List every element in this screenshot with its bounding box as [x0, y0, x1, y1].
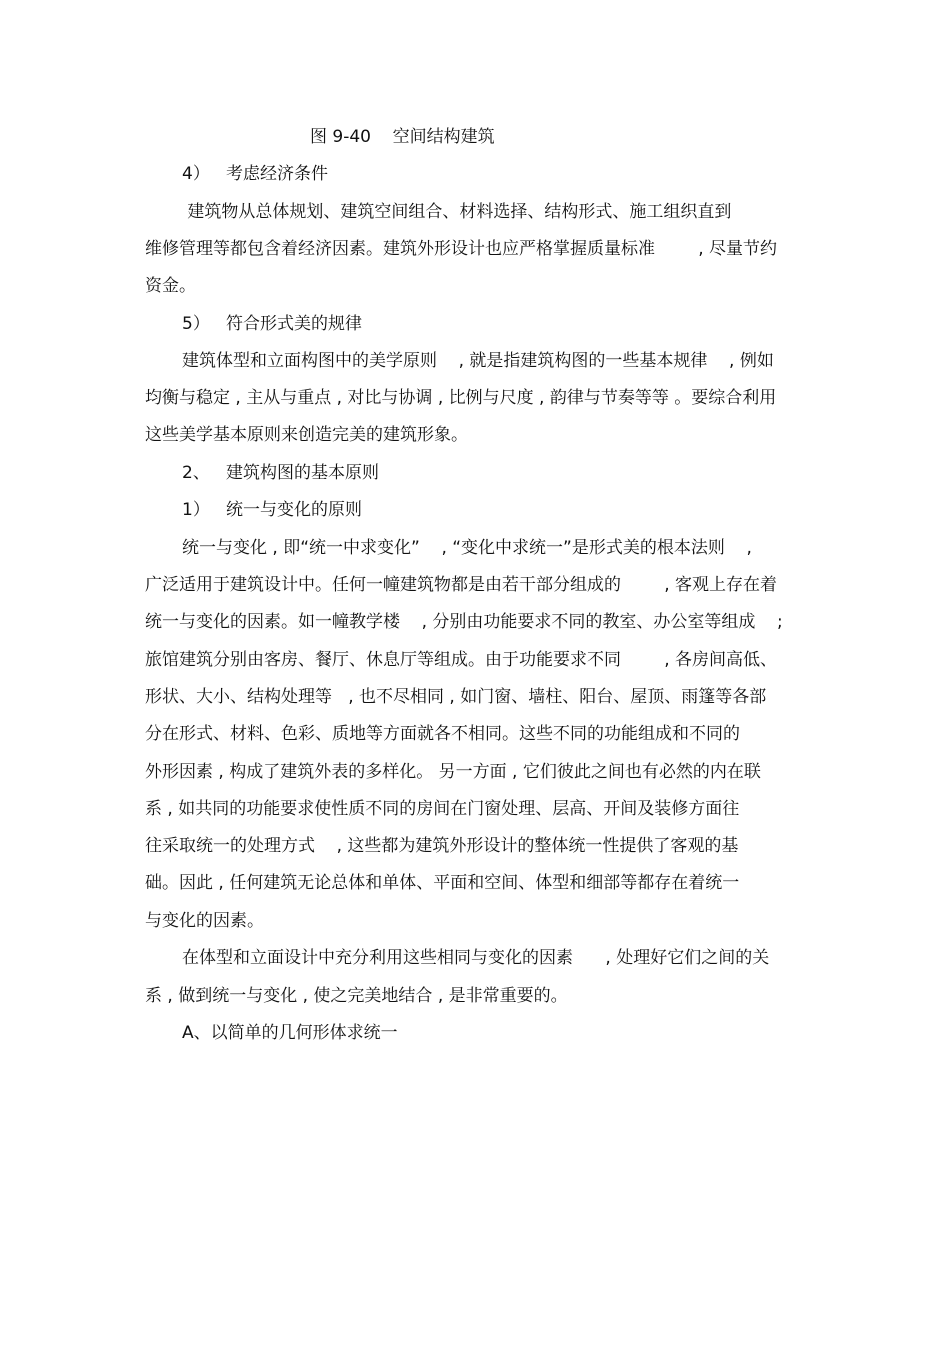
paragraph-line: 础。因此 , 任何建筑无论总体和单体、平面和空间、体型和细部等都存在着统一: [145, 873, 740, 893]
paragraph-line: 与变化的因素。: [145, 911, 264, 931]
paragraph-line: 统一与变化 , 即“统一中求变化” , “变化中求统一”是形式美的根本法则 ,: [182, 538, 752, 558]
paragraph-line: 统一与变化的因素。如一幢教学楼 , 分别由功能要求不同的教室、办公室等组成 ;: [145, 612, 783, 632]
paragraph-line: 均衡与稳定 , 主从与重点 , 对比与协调 , 比例与尺度 , 韵律与节奏等等 。要综合利用: [145, 388, 777, 408]
paragraph-line: 形状、大小、结构处理等 , 也不尽相同 , 如门窗、墙柱、阳台、屋顶、雨篷等各部: [145, 687, 767, 707]
subheading-economic-conditions: 4） 考虑经济条件: [182, 164, 329, 184]
paragraph-line: 旅馆建筑分别由客房、餐厅、休息厅等组成。由于功能要求不同 , 各房间高低、: [145, 650, 778, 670]
subheading-unity-variety: 1） 统一与变化的原则: [182, 500, 363, 520]
paragraph-line: 往采取统一的处理方式 , 这些都为建筑外形设计的整体统一性提供了客观的基: [145, 836, 739, 856]
paragraph-line: 系 , 如共同的功能要求使性质不同的房间在门窗处理、层高、开间及装修方面往: [145, 799, 740, 819]
paragraph-line: 外形因素 , 构成了建筑外表的多样化。 另一方面 , 它们彼此之间也有必然的内在联: [145, 762, 761, 782]
paragraph-line: 广泛适用于建筑设计中。任何一幢建筑物都是由若干部分组成的 , 客观上存在着: [145, 575, 778, 595]
subheading-formal-beauty: 5） 符合形式美的规律: [182, 314, 363, 334]
section-heading-composition-principles: 2、 建筑构图的基本原则: [182, 463, 380, 483]
paragraph-line: 维修管理等都包含着经济因素。建筑外形设计也应严格掌握质量标准 , 尽量节约: [145, 239, 778, 259]
paragraph-line: 分在形式、材料、色彩、质地等方面就各不相同。这些不同的功能组成和不同的: [145, 724, 740, 744]
paragraph-line: 系 , 做到统一与变化 , 使之完美地结合 , 是非常重要的。: [145, 986, 568, 1006]
subheading-simple-geometry: A、以简单的几何形体求统一: [182, 1023, 398, 1043]
paragraph-line: 资金。: [145, 276, 196, 296]
paragraph-line: 在体型和立面设计中充分利用这些相同与变化的因素 , 处理好它们之间的关: [182, 948, 770, 968]
paragraph-line: 建筑物从总体规划、建筑空间组合、材料选择、结构形式、施工组织直到: [182, 202, 732, 222]
figure-caption: 图 9-40 空间结构建筑: [310, 127, 495, 147]
paragraph-line: 这些美学基本原则来创造完美的建筑形象。: [145, 425, 468, 445]
paragraph-line: 建筑体型和立面构图中的美学原则 , 就是指建筑构图的一些基本规律 , 例如: [182, 351, 774, 371]
